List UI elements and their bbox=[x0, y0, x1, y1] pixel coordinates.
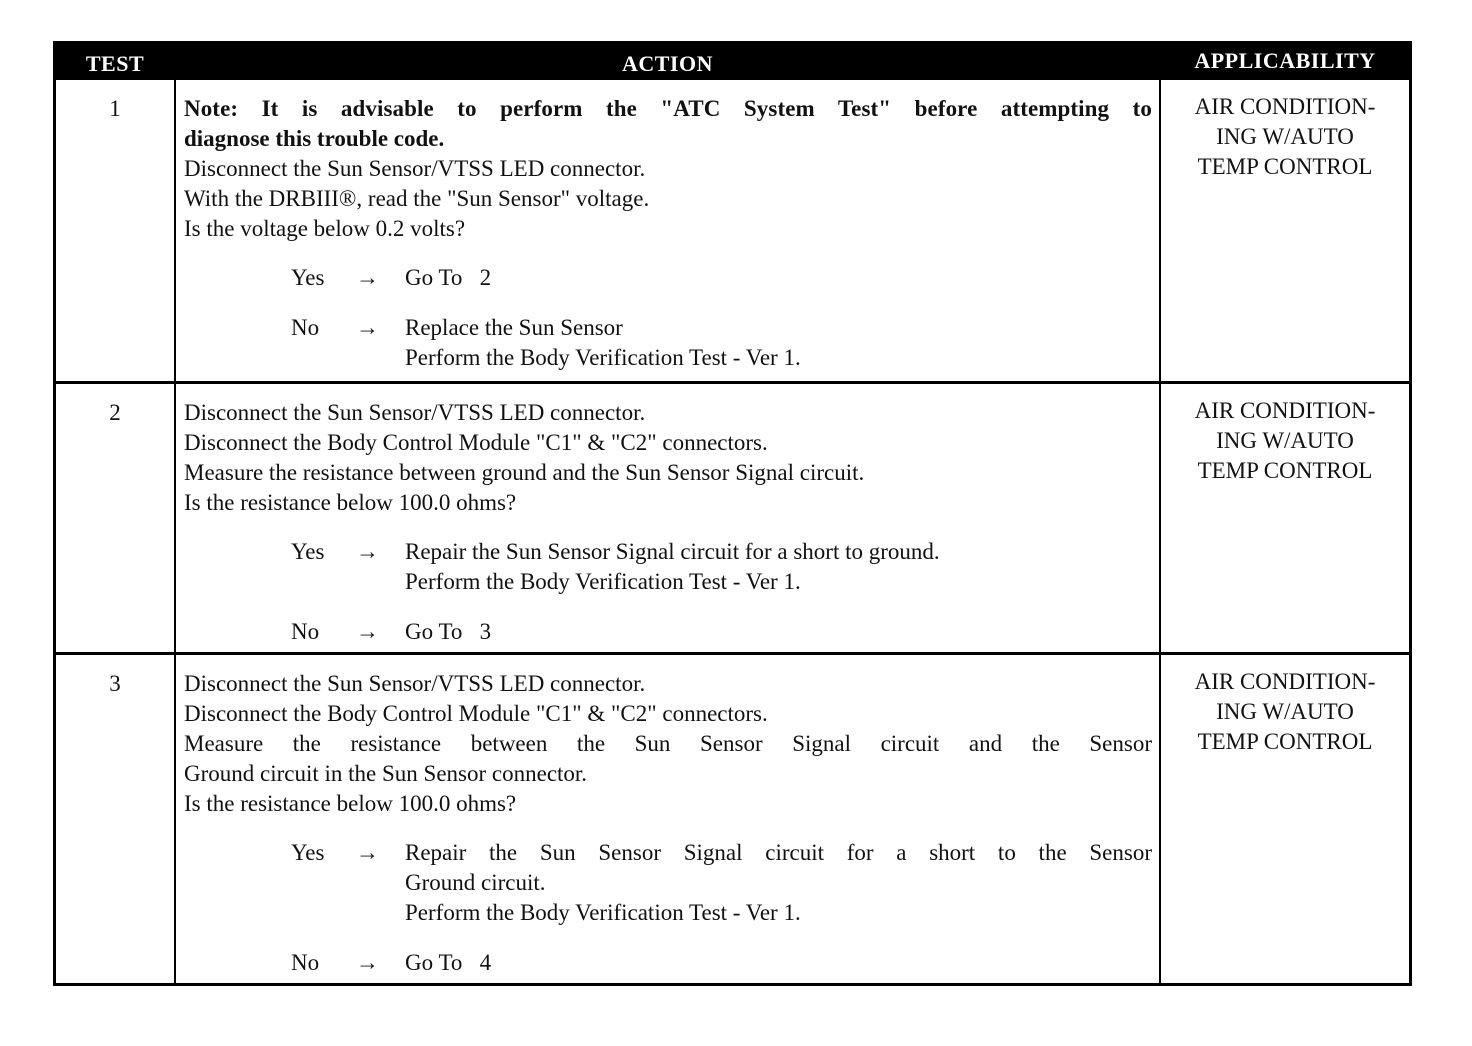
applicability-cell bbox=[1161, 92, 1409, 182]
instruction-line: Disconnect the Sun Sensor/VTSS LED connector. bbox=[184, 156, 646, 181]
applicability-line: ING W/AUTO bbox=[1216, 428, 1354, 453]
instruction-line: Is the voltage below 0.2 volts? bbox=[184, 216, 466, 241]
table-row bbox=[56, 80, 1409, 381]
arrow-icon: → bbox=[356, 265, 379, 290]
applicability-line: AIR CONDITION- bbox=[1194, 669, 1376, 694]
instruction-line: Disconnect the Body Control Module "C1" & "C2" connectors. bbox=[184, 430, 768, 455]
instruction-line: Is the resistance below 100.0 ohms? bbox=[184, 490, 517, 515]
yes-answer-cont bbox=[184, 898, 1152, 928]
applicability-line: ING W/AUTO bbox=[1216, 699, 1354, 724]
arrow-icon: → bbox=[356, 840, 379, 865]
applicability-line: AIR CONDITION- bbox=[1194, 94, 1376, 119]
table-row bbox=[56, 655, 1409, 983]
no-result: Go To 4 bbox=[405, 950, 492, 975]
test-number: 3 bbox=[109, 671, 121, 696]
instruction-line: Measure the resistance between ground and the Sun Sensor Signal circuit. bbox=[184, 460, 865, 485]
no-answer bbox=[184, 313, 1152, 343]
yes-answer bbox=[184, 537, 1152, 567]
test-number: 2 bbox=[109, 400, 121, 425]
diagnostic-table bbox=[53, 41, 1412, 986]
applicability-line: ING W/AUTO bbox=[1216, 124, 1354, 149]
header-action: ACTION bbox=[621, 51, 713, 76]
no-result: Replace the Sun Sensor bbox=[405, 315, 623, 340]
arrow-icon: → bbox=[356, 950, 379, 975]
instruction-line: Measure the resistance between the Sun Sensor Signal circuit and the Sensor bbox=[184, 731, 1152, 756]
applicability-line: AIR CONDITION- bbox=[1194, 398, 1376, 423]
yes-result: Ground circuit. bbox=[405, 870, 546, 895]
instruction-line: Disconnect the Sun Sensor/VTSS LED connector. bbox=[184, 671, 646, 696]
yes-result: Go To 2 bbox=[405, 265, 492, 290]
applicability-cell bbox=[1161, 396, 1409, 486]
header-applicability: APPLICABILITY bbox=[1194, 48, 1376, 73]
arrow-icon: → bbox=[356, 619, 379, 644]
note-text: Note: It is advisable to perform the "ATC System Test" before attempting to bbox=[184, 96, 1152, 121]
action-cell bbox=[184, 669, 1152, 978]
no-result: Go To 3 bbox=[405, 619, 492, 644]
no-result: Perform the Body Verification Test - Ver 1. bbox=[405, 345, 801, 370]
header-test: TEST bbox=[85, 51, 145, 76]
no-label: No bbox=[291, 950, 320, 975]
applicability-line: TEMP CONTROL bbox=[1197, 154, 1373, 179]
no-answer bbox=[184, 948, 1152, 978]
yes-answer-cont bbox=[184, 868, 1152, 898]
arrow-icon: → bbox=[356, 315, 379, 340]
no-answer bbox=[184, 617, 1152, 647]
yes-answer-cont bbox=[184, 567, 1152, 597]
applicability-cell bbox=[1161, 667, 1409, 757]
no-label: No bbox=[291, 315, 320, 340]
note-text: diagnose this trouble code. bbox=[184, 126, 445, 151]
arrow-icon: → bbox=[356, 539, 379, 564]
yes-label: Yes bbox=[291, 840, 325, 865]
yes-label: Yes bbox=[291, 539, 325, 564]
instruction-line: Disconnect the Sun Sensor/VTSS LED connector. bbox=[184, 400, 646, 425]
yes-result: Repair the Sun Sensor Signal circuit for a short to ground. bbox=[405, 539, 940, 564]
yes-answer bbox=[184, 263, 1152, 293]
yes-result: Repair the Sun Sensor Signal circuit for a short to the Sensor bbox=[405, 840, 1152, 865]
action-cell bbox=[184, 398, 1152, 647]
no-label: No bbox=[291, 619, 320, 644]
yes-result: Perform the Body Verification Test - Ver 1. bbox=[405, 900, 801, 925]
instruction-line: Ground circuit in the Sun Sensor connector. bbox=[184, 761, 588, 786]
applicability-line: TEMP CONTROL bbox=[1197, 458, 1373, 483]
applicability-line: TEMP CONTROL bbox=[1197, 729, 1373, 754]
table-row bbox=[56, 384, 1409, 652]
yes-result: Perform the Body Verification Test - Ver 1. bbox=[405, 569, 801, 594]
action-cell bbox=[184, 94, 1152, 373]
instruction-line: Disconnect the Body Control Module "C1" & "C2" connectors. bbox=[184, 701, 768, 726]
table-header bbox=[56, 44, 1409, 80]
yes-answer bbox=[184, 838, 1152, 868]
test-number: 1 bbox=[109, 96, 121, 121]
instruction-line: Is the resistance below 100.0 ohms? bbox=[184, 791, 517, 816]
instruction-line: With the DRBIII®, read the "Sun Sensor" voltage. bbox=[184, 186, 650, 211]
no-answer-cont bbox=[184, 343, 1152, 373]
yes-label: Yes bbox=[291, 265, 325, 290]
